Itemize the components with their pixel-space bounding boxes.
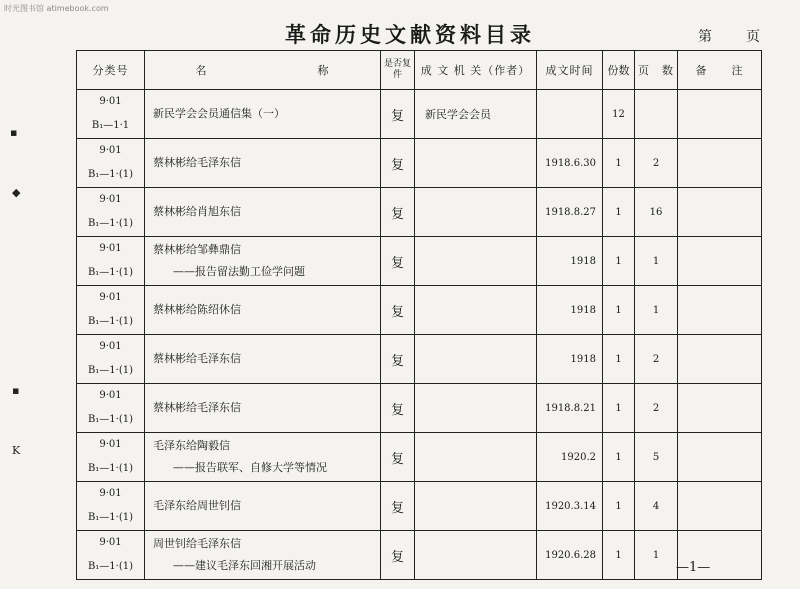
copies-count: 1 [603,384,635,433]
copies-count: 1 [603,482,635,531]
header-note: 备 注 [678,51,762,90]
header-date: 成文时间 [537,51,603,90]
author-org [415,384,537,433]
page-count: 1 [635,286,678,335]
code-line-2: B₁—1·(1) [87,512,134,523]
copies-count: 1 [603,139,635,188]
page-count: 1 [635,237,678,286]
document-date: 1918.8.27 [537,188,603,237]
table-row [77,433,762,482]
header-dup: 是否复件 [381,51,415,90]
table-row [77,237,762,286]
catalog-table [76,50,762,580]
code-line-2: B₁—1·(1) [87,218,134,229]
duplicate-flag: 复 [381,335,415,384]
copies-count: 1 [603,188,635,237]
table-row [77,384,762,433]
document-title: 蔡林彬给陈绍休信 [153,303,241,316]
header-name-b: 称 [317,64,330,77]
author-org [415,433,537,482]
code-line-2: B₁—1·(1) [87,463,134,474]
header-pages: 页 数 [635,51,678,90]
document-date [537,90,603,139]
page-title: 革命历史文献资料目录 [285,22,535,47]
document-date: 1920.2 [537,433,603,482]
code-line-1: 9·01 [99,145,122,156]
document-name [145,482,381,531]
document-subtitle: ——报告联军、自修大学等情况 [173,461,327,474]
document-date: 1918 [537,335,603,384]
document-title: 蔡林彬给毛泽东信 [153,352,241,365]
page-count: 1 [635,531,678,580]
code-line-1: 9·01 [99,439,122,450]
author-org: 新民学会会员 [415,90,537,139]
note-cell [678,188,762,237]
duplicate-flag: 复 [381,531,415,580]
classification-code [77,433,145,482]
classification-code [77,139,145,188]
header-org: 成 文 机 关（作者） [415,51,537,90]
code-line-1: 9·01 [99,243,122,254]
document-date: 1920.6.28 [537,531,603,580]
classification-code [77,384,145,433]
document-date: 1918.8.21 [537,384,603,433]
code-line-2: B₁—1·(1) [87,414,134,425]
page-count: 2 [635,139,678,188]
copies-count: 1 [603,433,635,482]
code-line-2: B₁—1·(1) [87,316,134,327]
classification-code [77,188,145,237]
note-cell [678,335,762,384]
document-title: 蔡林彬给毛泽东信 [153,156,241,169]
code-line-1: 9·01 [99,96,122,107]
document-subtitle: ——报告留法勤工俭学问题 [173,265,305,278]
header-code: 分类号 [77,51,145,90]
classification-code [77,237,145,286]
author-org [415,237,537,286]
author-org [415,335,537,384]
author-org [415,188,537,237]
code-line-1: 9·01 [99,194,122,205]
margin-mark: ▪ [10,126,18,139]
document-title: 新民学会会员通信集（一） [153,107,285,120]
margin-mark: ◆ [12,186,21,199]
document-name [145,188,381,237]
table-row [77,335,762,384]
document-title: 周世钊给毛泽东信 [153,537,241,550]
classification-code [77,90,145,139]
author-org [415,531,537,580]
document-title: 毛泽东给陶毅信 [153,439,230,452]
note-cell [678,482,762,531]
duplicate-flag: 复 [381,139,415,188]
table-header-row [77,51,762,90]
table-row [77,139,762,188]
margin-mark: K [12,444,21,457]
header-copies: 份数 [603,51,635,90]
copies-count: 12 [603,90,635,139]
margin-mark: ▪ [12,384,20,397]
page-count [635,90,678,139]
document-title: 蔡林彬给毛泽东信 [153,401,241,414]
copies-count: 1 [603,531,635,580]
note-cell [678,384,762,433]
author-org [415,286,537,335]
code-line-1: 9·01 [99,292,122,303]
document-date: 1918 [537,286,603,335]
duplicate-flag: 复 [381,90,415,139]
document-date: 1920.3.14 [537,482,603,531]
note-cell [678,286,762,335]
note-cell [678,237,762,286]
page-count: 16 [635,188,678,237]
table-row [77,286,762,335]
page-number-label: 第 页 [698,29,762,45]
classification-code [77,335,145,384]
note-cell [678,139,762,188]
page-count: 4 [635,482,678,531]
code-line-2: B₁—1·(1) [87,267,134,278]
code-line-1: 9·01 [99,390,122,401]
classification-code [77,531,145,580]
duplicate-flag: 复 [381,286,415,335]
duplicate-flag: 复 [381,188,415,237]
author-org [415,139,537,188]
header-name [145,51,381,90]
copies-count: 1 [603,237,635,286]
code-line-2: B₁—1·1 [91,120,130,131]
document-name [145,433,381,482]
code-line-1: 9·01 [99,488,122,499]
document-title: 蔡林彬给邹彝鼎信 [153,243,241,256]
document-name [145,384,381,433]
note-cell [678,433,762,482]
document-name [145,335,381,384]
table-row [77,531,762,580]
document-title: 毛泽东给周世钊信 [153,499,241,512]
page-count: 5 [635,433,678,482]
document-subtitle: ——建议毛泽东回湘开展活动 [173,559,316,572]
code-line-2: B₁—1·(1) [87,561,134,572]
table-row [77,90,762,139]
table-row [77,188,762,237]
page-footer-number: —1— [676,560,711,575]
document-name [145,90,381,139]
author-org [415,482,537,531]
document-title: 蔡林彬给肖旭东信 [153,205,241,218]
copies-count: 1 [603,286,635,335]
duplicate-flag: 复 [381,482,415,531]
classification-code [77,286,145,335]
page-count: 2 [635,384,678,433]
code-line-2: B₁—1·(1) [87,365,134,376]
document-name [145,237,381,286]
page-count: 2 [635,335,678,384]
document-date: 1918 [537,237,603,286]
document-name [145,531,381,580]
code-line-2: B₁—1·(1) [87,169,134,180]
header-name-a: 名 [195,64,208,77]
document-date: 1918.6.30 [537,139,603,188]
code-line-1: 9·01 [99,537,122,548]
document-name [145,286,381,335]
copies-count: 1 [603,335,635,384]
watermark: 时光图书馆 atimebook.com [4,4,109,13]
code-line-1: 9·01 [99,341,122,352]
document-name [145,139,381,188]
classification-code [77,482,145,531]
table-row [77,482,762,531]
duplicate-flag: 复 [381,433,415,482]
duplicate-flag: 复 [381,384,415,433]
note-cell [678,90,762,139]
duplicate-flag: 复 [381,237,415,286]
